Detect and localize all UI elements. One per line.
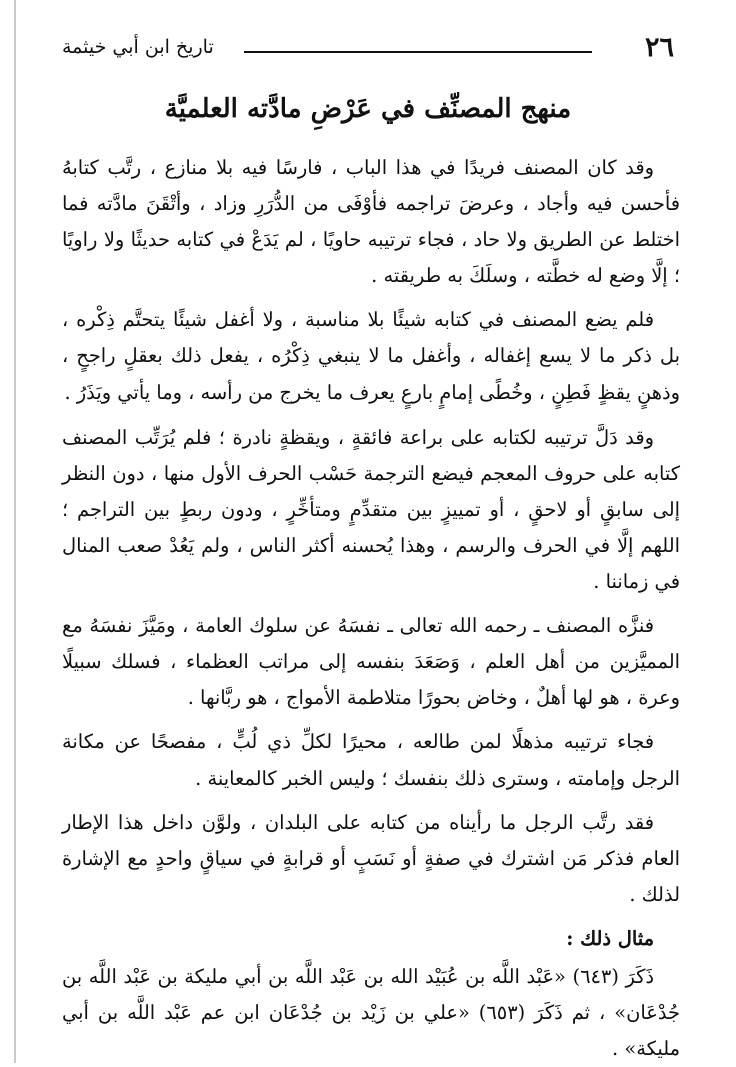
running-title: تاريخ ابن أبي خيثمة — [62, 36, 214, 58]
page-binding-edge — [14, 0, 16, 1063]
paragraph: فنزَّه المصنف ـ رحمه الله تعالى ـ نفسَهُ عن سلوك العامة ، ومَيَّزَ نفسَهُ مع المميَّزين من أهل العلم ، وَصَعَدَ بنفسه إلى مراتب العظماء ، فسلك سبيلًا وعرة ، هو لها أهلٌ ، وخاض بحورًا متلاطمة الأمواج ، هو ربَّانها . — [62, 614, 680, 710]
paragraph: فقد رتَّب الرجل ما رأيناه من كتابه على البلدان ، ولوَّن داخل هذا الإطار العام فذكر مَن اشترك في صفةٍ أو نَسَبٍ أو قرابةٍ في سياقٍ واحدٍ مع الإشارة لذلك . — [62, 810, 680, 906]
example-heading: مثال ذلك : — [566, 926, 654, 950]
paragraph: فجاء ترتيبه مذهلًا لمن طالعه ، محيرًا لكلِّ ذي لُبٍّ ، مفصحًا عن مكانة الرجل وإمامته ، وسترى ذلك بنفسك ؛ وليس الخبر كالمعاينة . — [62, 730, 680, 790]
paragraph: وقد كان المصنف فريدًا في هذا الباب ، فارسًا فيه بلا منازع ، رتَّب كتابهُ فأحسن فيه وأجاد ، وعرضَ تراجمه فأوْفَى من الدُّرَرِ وزاد ، وأتْقَنَ مادَّته فما اختلط عن الطريق ولا حاد ، فجاء ترتيبه حاويًا ، لم يَدَعْ في كتابه حديثًا ولا راويًا ؛ إلَّا وضع له خطَّته ، وسلَكَ به طريقته . — [62, 156, 680, 288]
body-text — [62, 150, 680, 1067]
page-header — [62, 30, 676, 70]
chapter-title: منهج المصنِّف في عَرْضِ مادَّته العلميَّة — [164, 94, 572, 124]
paragraph: فلم يضع المصنف في كتابه شيئًا بلا مناسبة ، ولا أغفل شيئًا يتحتَّم ذِكْره ، بل ذكر ما لا يسع إغفاله ، وأغفل ما لا ينبغي ذِكْرُه ، يفعل ذلك بعقلٍ راجحٍ ، وذهنٍ يقظٍ فَطِنٍ ، وخُطًى إمامٍ بارعٍ يعرف ما يخرج من رأسه ، وما يأتي ويَذَرُ . — [62, 308, 680, 404]
page-number: ٢٦ — [644, 32, 674, 63]
header-rule — [244, 51, 592, 53]
example-text: ذَكَرَ (٦٤٣) «عَبْد اللَّه بن عُبَيْد الله بن عَبْد اللَّه بن أبي مليكة بن عَبْد اللَّه بن جُدْعَان» ، ثم ذَكَرَ (٦٥٣) «علي بن زَيْد بن جُدْعَان ابن عم عَبْد اللَّه بن أبي مليكة» . — [62, 964, 680, 1061]
paragraph: وقد دَلَّ ترتيبه لكتابه على براعة فائقةٍ ، ويقظةٍ نادرة ؛ فلم يُرَتِّب المصنف كتابه على حروف المعجم فيضع الترجمة حَسْب الحرف الأول منها ، دون النظر إلى سابقٍ أو لاحقٍ ، أو تمييزٍ بين متقدِّمٍ ومتأخِّرٍ ، ودون ربطٍ بين التراجم ؛ اللهم إلَّا في الحرف والرسم ، وهذا يُحسنه أكثر الناس ، ولم يَعُدْ صعب المنال في زماننا . — [62, 425, 680, 594]
